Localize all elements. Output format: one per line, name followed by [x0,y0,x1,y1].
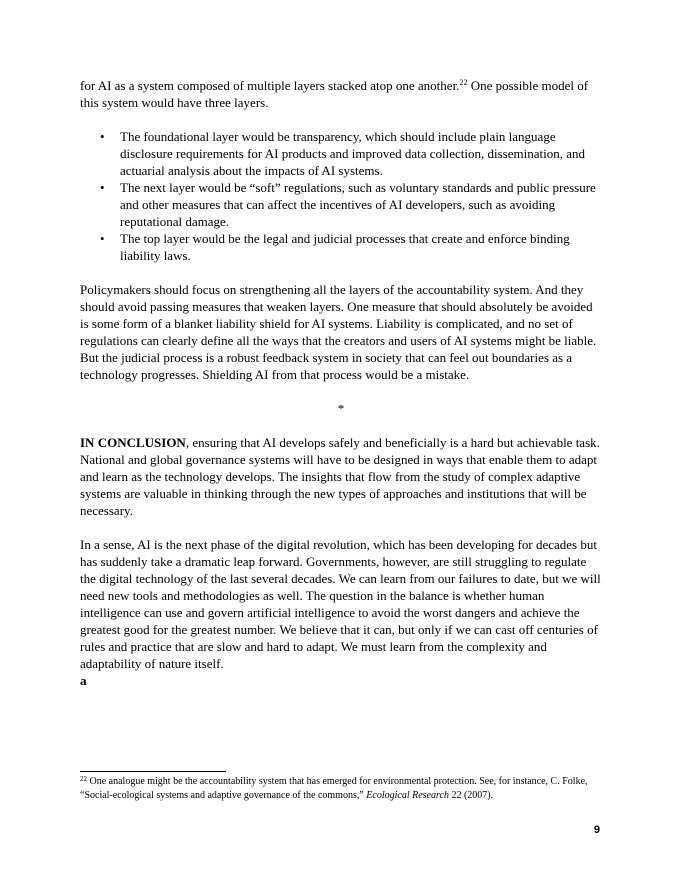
list-item [80,179,602,230]
footnote-reference[interactable]: 22 [459,78,468,87]
page-body [80,77,602,689]
bullet-icon: • [100,231,105,246]
layer-list [80,128,602,264]
policymakers-paragraph: Policymakers should focus on strengthening all the layers of the accountability system. And they should avoid passing measures that weaken layers. One measure that should absolutely be avoided is some form of a blanket liability shield for AI systems. Liability is complicated, and no set of regulations can clearly define all the ways that the creators and users of AI systems might be liable. But the judicial process is a robust feedback system in society that can feel out boundaries as a technology progresses. Shielding AI from that process would be a mistake. [80,282,597,382]
footnote-number: 22 [80,775,87,783]
footnote-journal: Ecological Research [366,790,449,801]
conclusion-lead-in: IN CONCLUSION [80,435,186,450]
list-item [80,230,602,264]
footnote-citation: 22 (2007). [448,790,494,801]
bullet-icon: • [100,129,105,144]
intro-text: for AI as a system composed of multiple layers stacked atop one another. [80,78,460,93]
footnote [80,775,602,803]
bullet-icon: • [100,180,105,195]
intro-text-continued: One possible model of this system would have three layers. [80,78,589,110]
list-item-text: The top layer would be the legal and judicial processes that create and enforce binding liability laws. [120,231,570,263]
footnote-text: One analogue might be the accountability system that has emerged for environmental protection. See, for instance, C. Folke, “Social-ecological systems and adaptive governance of the commons,” [80,776,588,801]
list-item-text: The next layer would be “soft” regulations, such as voluntary standards and public pressure and other measures that can affect the incentives of AI developers, such as avoiding reputational damage. [120,180,596,229]
page-number: 9 [593,824,600,836]
intro-paragraph [80,77,602,111]
conclusion-text: , ensuring that AI develops safely and beneficially is a hard but achievable task. National and global governance systems will have to be designed in ways that enable them to adapt and learn as the technology develops. The insights that flow from the study of complex adaptive systems are valuable in thinking through the new types of approaches and institutions that will be necessary. [80,435,600,518]
list-item [80,128,602,179]
signoff-mark: a [80,673,87,688]
list-item-text: The foundational layer would be transparency, which should include plain language disclosure requirements for AI products and improved data collection, dissemination, and actuarial analysis about the impacts of AI systems. [120,129,585,178]
footnote-divider [80,771,226,772]
section-separator: * [337,401,345,416]
conclusion-paragraph [80,434,602,519]
final-paragraph: In a sense, AI is the next phase of the digital revolution, which has been developing for decades but has suddenly take a dramatic leap forward. Governments, however, are still struggling to regulate the digital technology of the last several decades. We can learn from our failures to date, but we will need new tools and methodologies as well. The question in the balance is whether human intelligence can use and govern artificial intelligence to avoid the worst dangers and achieve the greatest good for the greatest number. We believe that it can, but only if we can cast off centuries of rules and practice that are slow and hard to adapt. We must learn from the complexity and adaptability of nature itself. [80,537,601,671]
